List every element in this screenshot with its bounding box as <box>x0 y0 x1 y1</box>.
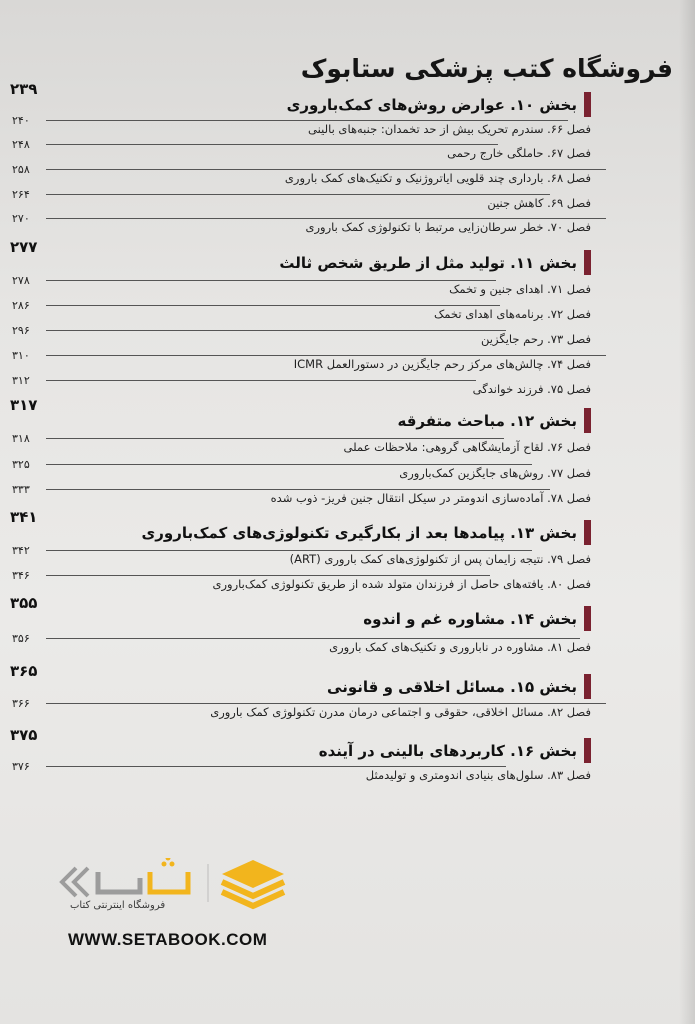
leader-line <box>46 144 498 145</box>
logo-tagline: فروشگاه اینترنتی کتاب <box>70 900 166 911</box>
section-marker-icon <box>584 674 591 699</box>
section-marker-icon <box>584 408 591 433</box>
leader-line <box>46 464 532 465</box>
chapter-page-number: ۳۳۳ <box>12 483 30 496</box>
chapter-entry[interactable]: فصل ۷۹. نتیجه زایمان پس از تکنولوژی‌های کمک باروری (ART) <box>289 552 591 566</box>
store-title: فروشگاه کتب پزشکی ستابوک <box>300 54 673 83</box>
chapter-page-number: ۳۱۸ <box>12 432 30 445</box>
leader-line <box>46 550 532 551</box>
setabook-logo <box>58 858 298 922</box>
chapter-entry[interactable]: فصل ۷۱. اهدای جنین و تخمک <box>449 282 591 296</box>
leader-line <box>46 380 476 381</box>
chapter-page-number: ۲۴۸ <box>12 138 30 151</box>
chapter-entry[interactable]: فصل ۶۷. حاملگی خارج رحمی <box>447 146 591 160</box>
section-marker-icon <box>584 738 591 763</box>
section-heading[interactable] <box>141 520 591 545</box>
chapter-entry[interactable]: فصل ۶۸. بارداری چند قلویی ایاتروژنیک و تکنیک‌های کمک باروری <box>284 171 591 185</box>
section-heading[interactable] <box>327 674 591 699</box>
chapter-entry[interactable]: فصل ۷۴. چالش‌های مرکز رحم جایگزین در دستورالعمل ICMR <box>293 357 591 371</box>
section-page-number: ۳۵۵ <box>10 594 38 612</box>
chapter-page-number: ۲۸۶ <box>12 299 30 312</box>
section-page-number: ۲۳۹ <box>10 80 38 98</box>
chapter-page-number: ۳۴۶ <box>12 569 30 582</box>
chapter-page-number: ۲۴۰ <box>12 114 30 127</box>
leader-line <box>46 194 550 195</box>
page-edge-shadow <box>679 0 695 1024</box>
chapter-page-number: ۳۷۶ <box>12 760 30 773</box>
chapter-page-number: ۲۷۰ <box>12 212 30 225</box>
leader-line <box>46 438 504 439</box>
section-page-number: ۳۴۱ <box>10 508 38 526</box>
leader-line <box>46 330 506 331</box>
chapter-page-number: ۳۴۲ <box>12 544 30 557</box>
leader-line <box>46 766 506 767</box>
section-page-number: ۲۷۷ <box>10 238 38 256</box>
leader-line <box>46 703 606 704</box>
section-title: بخش ۱۵. مسائل اخلاقی و قانونی <box>327 677 577 696</box>
section-title: بخش ۱۲. مباحث متفرقه <box>397 411 577 430</box>
chapter-entry[interactable]: فصل ۷۲. برنامه‌های اهدای تخمک <box>433 307 591 321</box>
section-heading[interactable] <box>397 408 591 433</box>
leader-line <box>46 280 496 281</box>
section-title: بخش ۱۱. تولید مثل از طریق شخص ثالث <box>279 253 577 272</box>
section-page-number: ۳۱۷ <box>10 396 38 414</box>
section-page-number: ۳۷۵ <box>10 726 38 744</box>
chapter-page-number: ۳۵۶ <box>12 632 30 645</box>
section-marker-icon <box>584 606 591 631</box>
chapter-entry[interactable]: فصل ۸۰. یافته‌های حاصل از فرزندان متولد شده از طریق تکنولوژی کمک‌باروری <box>212 577 591 591</box>
section-heading[interactable] <box>287 92 591 117</box>
section-heading[interactable] <box>319 738 591 763</box>
chapter-entry[interactable]: فصل ۷۷. روش‌های جایگزین کمک‌باروری <box>399 466 591 480</box>
chapter-entry[interactable]: فصل ۶۶. سندرم تحریک بیش از حد تخمدان: جنبه‌های بالینی <box>308 122 591 136</box>
chapter-entry[interactable]: فصل ۶۹. کاهش جنین <box>487 196 591 210</box>
section-title: بخش ۱۰. عوارض روش‌های کمک‌باروری <box>286 95 577 114</box>
chapter-page-number: ۳۱۰ <box>12 349 30 362</box>
leader-line <box>46 355 606 356</box>
chapter-entry[interactable]: فصل ۷۰. خطر سرطان‌زایی مرتبط با تکنولوژی کمک باروری <box>305 220 591 234</box>
section-title: بخش ۱۶. کاربردهای بالینی در آینده <box>318 741 577 760</box>
chapter-entry[interactable]: فصل ۷۸. آماده‌سازی اندومتر در سیکل انتقال جنین فریز- ذوب شده <box>270 491 591 505</box>
chapter-page-number: ۲۶۴ <box>12 188 30 201</box>
section-marker-icon <box>584 250 591 275</box>
chapter-entry[interactable]: فصل ۸۱. مشاوره در ناباروری و تکنیک‌های کمک باروری <box>329 640 591 654</box>
chapter-page-number: ۳۲۵ <box>12 458 30 471</box>
leader-line <box>46 489 550 490</box>
chapter-page-number: ۲۹۶ <box>12 324 30 337</box>
leader-line <box>46 575 490 576</box>
section-title: بخش ۱۳. پیامدها بعد از بکارگیری تکنولوژی‌های کمک‌باروری <box>141 523 577 542</box>
leader-line <box>46 305 500 306</box>
chapter-entry[interactable]: فصل ۸۲. مسائل اخلاقی، حقوقی و اجتماعی درمان مدرن تکنولوژی کمک باروری <box>210 705 591 719</box>
leader-line <box>46 120 568 121</box>
chapter-entry[interactable]: فصل ۷۵. فرزند خواندگی <box>472 382 591 396</box>
leader-line <box>46 169 606 170</box>
chapter-page-number: ۳۶۶ <box>12 697 30 710</box>
leader-line <box>46 218 606 219</box>
chapter-entry[interactable]: فصل ۸۳. سلول‌های بنیادی اندومتری و تولیدمثل <box>365 768 591 782</box>
section-heading[interactable] <box>279 250 591 275</box>
chapter-entry[interactable]: فصل ۷۶. لقاح آزمایشگاهی گروهی: ملاحظات عملی <box>343 440 591 454</box>
chapter-entry[interactable]: فصل ۷۳. رحم جایگزین <box>481 332 591 346</box>
section-page-number: ۳۶۵ <box>10 662 38 680</box>
chapter-page-number: ۲۷۸ <box>12 274 30 287</box>
store-url[interactable]: WWW.SETABOOK.COM <box>68 930 268 949</box>
leader-line <box>46 638 580 639</box>
section-title: بخش ۱۴. مشاوره غم و اندوه <box>363 609 577 628</box>
section-heading[interactable] <box>363 606 591 631</box>
chapter-page-number: ۲۵۸ <box>12 163 30 176</box>
section-marker-icon <box>584 520 591 545</box>
chapter-page-number: ۳۱۲ <box>12 374 30 387</box>
section-marker-icon <box>584 92 591 117</box>
